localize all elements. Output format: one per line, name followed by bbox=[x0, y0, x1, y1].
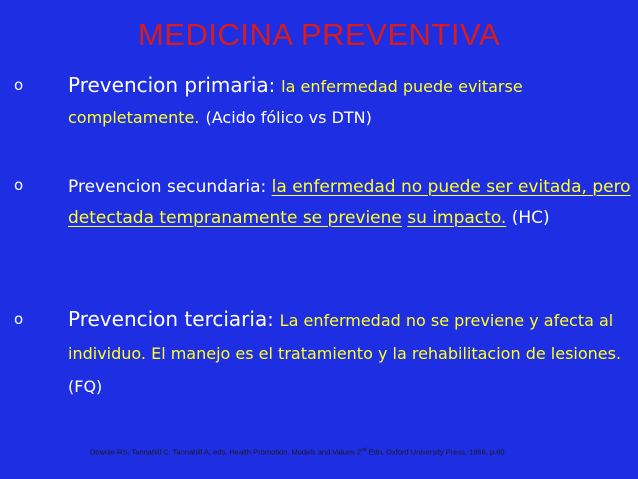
item-description: La enfermedad no se previene y afecta al individuo. El manejo es el tratamiento y la rehabilitacion de lesiones. bbox=[68, 311, 622, 363]
item-example: (HC) bbox=[511, 208, 550, 228]
bullet-item-primaria bbox=[68, 70, 634, 133]
item-description: la enfermedad puede evitarse completamente. bbox=[68, 77, 523, 127]
item-term: Prevencion secundaria bbox=[68, 177, 261, 197]
item-example: (FQ) bbox=[68, 377, 103, 396]
bullet-icon: o bbox=[14, 176, 24, 194]
citation-text-end: Edn. Oxford University Press, 1966, p.60 bbox=[366, 447, 505, 457]
citation bbox=[90, 445, 610, 458]
item-separator: : bbox=[260, 177, 272, 197]
item-separator: : bbox=[267, 309, 280, 331]
slide-title: MEDICINA PREVENTIVA bbox=[137, 17, 501, 52]
item-example: (Acido fólico vs DTN) bbox=[205, 108, 372, 127]
citation-text: Downie RS, Tannahill C, Tannahill A, eds. Health Promotion. Models and Values 2 bbox=[90, 447, 361, 457]
item-separator: : bbox=[268, 75, 282, 97]
bullet-item-terciaria bbox=[68, 303, 634, 403]
item-term: Prevencion primaria bbox=[68, 73, 269, 97]
citation-superscript: nd bbox=[361, 447, 367, 453]
bullet-icon: o bbox=[14, 310, 24, 328]
item-description: la enfermedad no puede ser evitada, pero detectada tempranamente se previene bbox=[68, 177, 631, 228]
bullet-item-secundaria bbox=[68, 172, 634, 234]
bullet-icon: o bbox=[14, 76, 24, 94]
item-term: Prevencion terciaria bbox=[68, 307, 268, 331]
item-description-end: su impacto. bbox=[407, 208, 507, 228]
